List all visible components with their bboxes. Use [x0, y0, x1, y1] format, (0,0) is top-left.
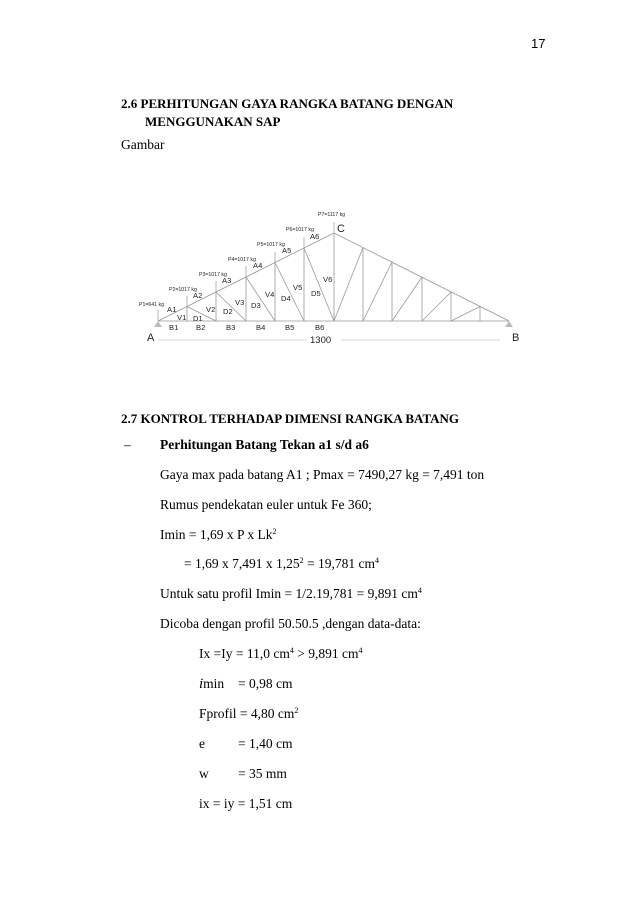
gaya-max-line: Gaya max pada batang A1 ; Pmax = 7490,27 kg = 7,491 ton [160, 467, 485, 482]
ix-iy-sup1: 4 [289, 646, 294, 655]
imin-value-line [199, 676, 293, 693]
span-label: 1300 [310, 335, 332, 346]
label-a2: A2 [193, 291, 203, 300]
label-b1: B1 [169, 323, 179, 332]
label-v4: V4 [265, 290, 275, 299]
e-line [199, 736, 293, 752]
section-2-7-heading: 2.7 KONTROL TERHADAP DIMENSI RANGKA BATANG [121, 411, 460, 426]
imin-italic-label: i [199, 676, 204, 692]
imin-formula [160, 527, 277, 543]
imin-result-text1: = 1,69 x 7,491 x 1,25 [184, 556, 300, 571]
truss-supports [154, 321, 513, 327]
imin-formula-sup: 2 [272, 527, 277, 536]
load-p2: P2=1017 kg [169, 287, 197, 293]
imin-label-rest: min [203, 676, 225, 691]
page-number: 17 [531, 36, 546, 51]
dicoba-line: Dicoba dengan profil 50.50.5 ,dengan data-data: [160, 616, 421, 631]
ix-iy-line [199, 646, 362, 662]
satu-profil-line [160, 586, 422, 602]
gambar-label: Gambar [121, 137, 165, 152]
satu-profil-text: Untuk satu profil Imin = 1/2.19,781 = 9,891 cm [160, 586, 418, 601]
bullet-dash: – [124, 437, 131, 452]
satu-profil-sup: 4 [417, 586, 422, 595]
imin-result-sup2: 4 [374, 556, 379, 565]
node-c-label: C [337, 223, 345, 235]
fprofil-sup: 2 [294, 706, 299, 715]
imin-formula-text: Imin = 1,69 x P x Lk [160, 527, 273, 542]
load-p4: P4=1017 kg [228, 257, 256, 263]
label-d3: D3 [251, 301, 261, 310]
node-a-label: A [147, 332, 155, 344]
label-b2: B2 [196, 323, 206, 332]
ix-iy-text1: Ix =Iy = 11,0 cm [199, 646, 290, 661]
label-v2: V2 [206, 305, 216, 314]
fprofil-line [199, 706, 298, 722]
label-d1: D1 [193, 314, 203, 323]
support-right [505, 321, 513, 327]
label-a1: A1 [167, 305, 177, 314]
label-v1: V1 [177, 313, 187, 322]
load-p5: P5=1017 kg [257, 242, 285, 248]
label-d4: D4 [281, 294, 291, 303]
node-b-label: B [512, 332, 520, 344]
label-b5: B5 [285, 323, 295, 332]
imin-result-sup1: 2 [299, 556, 304, 565]
label-a6: A6 [310, 232, 320, 241]
label-v6: V6 [323, 275, 333, 284]
w-label: w [199, 766, 209, 781]
ix-equals-iy-line: ix = iy = 1,51 cm [199, 796, 293, 811]
load-p1: P1=641 kg [139, 302, 164, 308]
ix-iy-text2: > 9,891 cm [293, 646, 359, 661]
subtitle-batang-tekan: Perhitungan Batang Tekan a1 s/d a6 [160, 437, 369, 452]
section-2-6-heading [121, 95, 453, 131]
label-a4: A4 [253, 261, 263, 270]
e-value: = 1,40 cm [238, 736, 293, 751]
label-b6: B6 [315, 323, 325, 332]
w-line [199, 766, 287, 782]
label-v5: V5 [293, 283, 303, 292]
load-p3: P3=1017 kg [199, 272, 227, 278]
label-v3: V3 [235, 298, 245, 307]
load-p7: P7=1117 kg [318, 212, 346, 218]
support-left [154, 321, 162, 327]
e-label: e [199, 736, 205, 751]
imin-value: = 0,98 cm [238, 676, 293, 691]
section-2-6-title-line2: MENGGUNAKAN SAP [145, 114, 281, 129]
label-b3: B3 [226, 323, 236, 332]
rumus-euler-line: Rumus pendekatan euler untuk Fe 360; [160, 497, 372, 512]
label-d2: D2 [223, 307, 233, 316]
ix-iy-sup2: 4 [358, 646, 363, 655]
load-p6: P6=1017 kg [286, 227, 314, 233]
imin-result-text2: = 19,781 cm [303, 556, 375, 571]
label-a5: A5 [282, 246, 292, 255]
label-a3: A3 [222, 276, 232, 285]
label-b4: B4 [256, 323, 266, 332]
fprofil-text: Fprofil = 4,80 cm [199, 706, 295, 721]
imin-result [184, 556, 379, 572]
truss-diagram [138, 200, 524, 350]
section-2-6-title-line1: 2.6 PERHITUNGAN GAYA RANGKA BATANG DENGAN [121, 96, 454, 111]
w-value: = 35 mm [238, 766, 287, 781]
label-d5: D5 [311, 289, 321, 298]
